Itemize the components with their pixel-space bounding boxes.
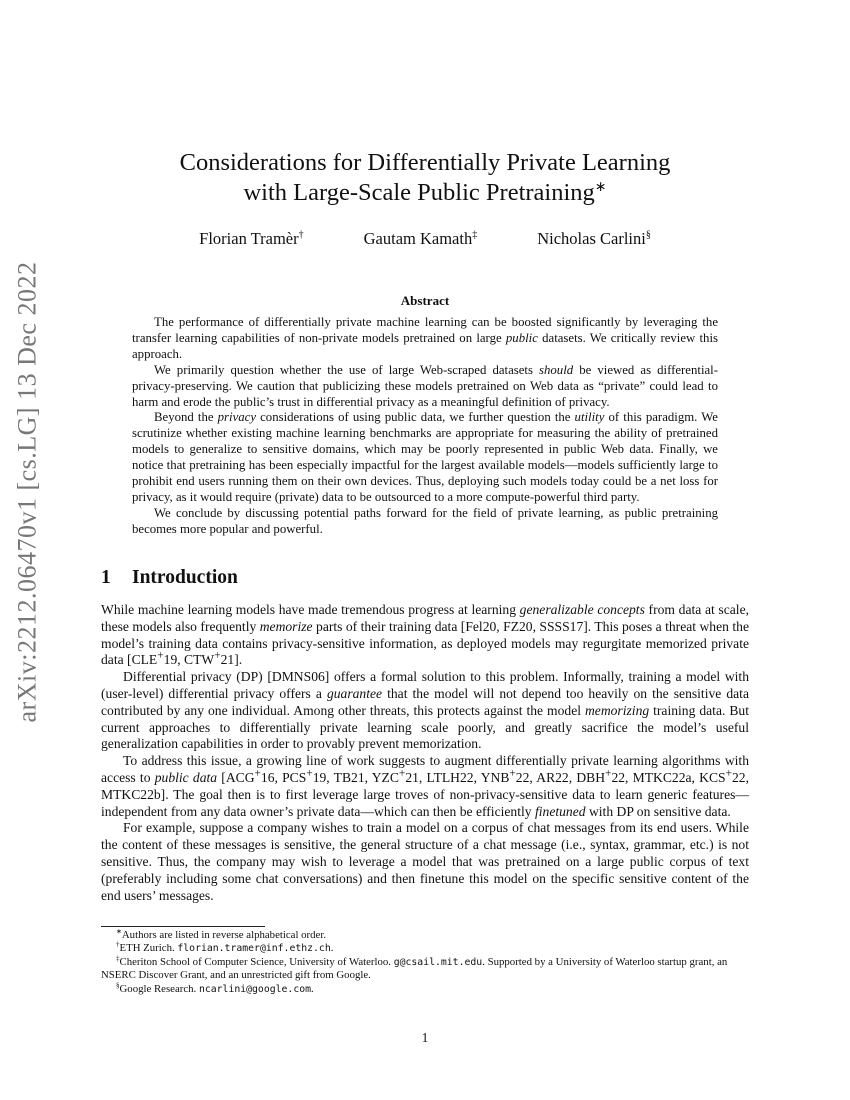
arxiv-identifier — [2, 262, 52, 722]
intro-paragraph-3: To address this issue, a growing line of work suggests to augment differentially private learning algorithms with access to public data [ACG+16, PCS+19, TB21, YZC+21, LTLH22, YNB+22, AR22, DBH+22, MTKC22a, KCS+22, MTKC22b]. The goal then is to first leverage large troves of non-privacy-sensitive data to learn generic features—independent from any data owner’s private data—which can then be efficiently finetuned with DP on sensitive data. — [101, 753, 749, 819]
intro-paragraph-1: While machine learning models have made tremendous progress at learning generalizable concepts from data at scale, these models also frequently memorize parts of their training data [Fel20, FZ20, SSSS17]. This poses a threat when the model’s training data contains privacy-sensitive information, as deployed models may regurgitate memorized private data [CLE+19, CTW+21]. — [101, 602, 749, 668]
email-carlini[interactable]: ncarlini@google.com — [198, 983, 312, 995]
footnotes — [101, 929, 749, 996]
abstract-body — [132, 315, 718, 538]
abstract-paragraph-1: The performance of differentially private machine learning can be boosted significantly by leveraging the transfer learning capabilities of non-private models pretrained on large public datasets. We critically review this approach. — [132, 315, 718, 361]
paper-title — [0, 148, 850, 208]
author-2: Gautam Kamath‡ — [363, 229, 478, 248]
footnote-2: †ETH Zurich. florian.tramer@inf.ethz.ch. — [116, 940, 334, 955]
title-line-1: Considerations for Differentially Private Learning — [179, 149, 671, 176]
introduction-body — [101, 602, 749, 904]
author-list — [0, 229, 850, 249]
arxiv-id-text: arXiv:2212.06470v1 [cs.LG] 13 Dec 2022 — [12, 261, 42, 723]
footnote-rule — [101, 926, 265, 927]
intro-paragraph-2: Differential privacy (DP) [DMNS06] offers a formal solution to this problem. Informally, training a model with (user-level) differential privacy offers a guarantee that the model will not depend too heavily on the sensitive data contributed by any one individual. Among other threats, this protects against the model memorizing training data. But current approaches to differentially private learning scale poorly, and greatly sacrifice the model’s useful generalization capabilities in order to provably prevent memorization. — [101, 669, 749, 752]
intro-paragraph-4: For example, suppose a company wishes to train a model on a corpus of chat messages from its end users. While the content of these messages is sensitive, the general structure of a chat message (i.e., syntax, grammar, etc.) is not sensitive. Thus, the company may wish to leverage a model that was pretrained on a large public corpus of text (preferably including some chat conversations) and then finetune this model on the specific sensitive content of the end users’ messages. — [101, 820, 749, 903]
footnote-3: ‡Cheriton School of Computer Science, University of Waterloo. g@csail.mit.edu. Supported by a University of Waterloo startup grant, an NSERC Discover Grant, and an unrestricted gift from Google. — [101, 954, 728, 982]
abstract-paragraph-2: We primarily question whether the use of large Web-scraped datasets should be viewed as differential-privacy-preserving. We caution that publicizing these models pretrained on Web data as “private” could lead to harm and erode the public’s trust in differential privacy as a meaningful definition of privacy. — [132, 362, 718, 409]
title-footnote-mark: ∗ — [594, 179, 607, 195]
author-1: Florian Tramèr† — [199, 229, 304, 248]
footnote-4: §Google Research. ncarlini@google.com. — [116, 981, 314, 995]
abstract-paragraph-4: We conclude by discussing potential paths forward for the field of private learning, as public pretraining becomes more popular and powerful. — [132, 505, 718, 536]
footnote-1: ∗Authors are listed in reverse alphabetical order. — [116, 927, 327, 941]
abstract-heading: Abstract — [400, 293, 450, 308]
abstract-paragraph-3: Beyond the privacy considerations of using public data, we further question the utility of this paradigm. We scrutinize whether existing machine learning benchmarks are appropriate for measuring the ability of pretrained models to generalize to sensitive domains, which may be poorly represented in public Web data. Finally, we notice that pretraining has been especially impactful for the largest available models—models sufficiently large to prohibit end users running them on their own devices. Thus, deploying such models today could be a net loss for privacy, as it would require (private) data to be outsourced to a more compute-powerful third party. — [132, 410, 718, 504]
section-title: Introduction — [132, 567, 238, 588]
author-3: Nicholas Carlini§ — [537, 229, 651, 248]
email-kamath[interactable]: g@csail.mit.edu — [393, 956, 483, 968]
section-heading-introduction — [101, 567, 238, 589]
email-tramer[interactable]: florian.tramer@inf.ethz.ch — [177, 943, 331, 955]
page-number: 1 — [421, 1030, 429, 1045]
section-number: 1 — [101, 567, 111, 588]
title-line-2: with Large-Scale Public Pretraining∗ — [243, 179, 607, 206]
